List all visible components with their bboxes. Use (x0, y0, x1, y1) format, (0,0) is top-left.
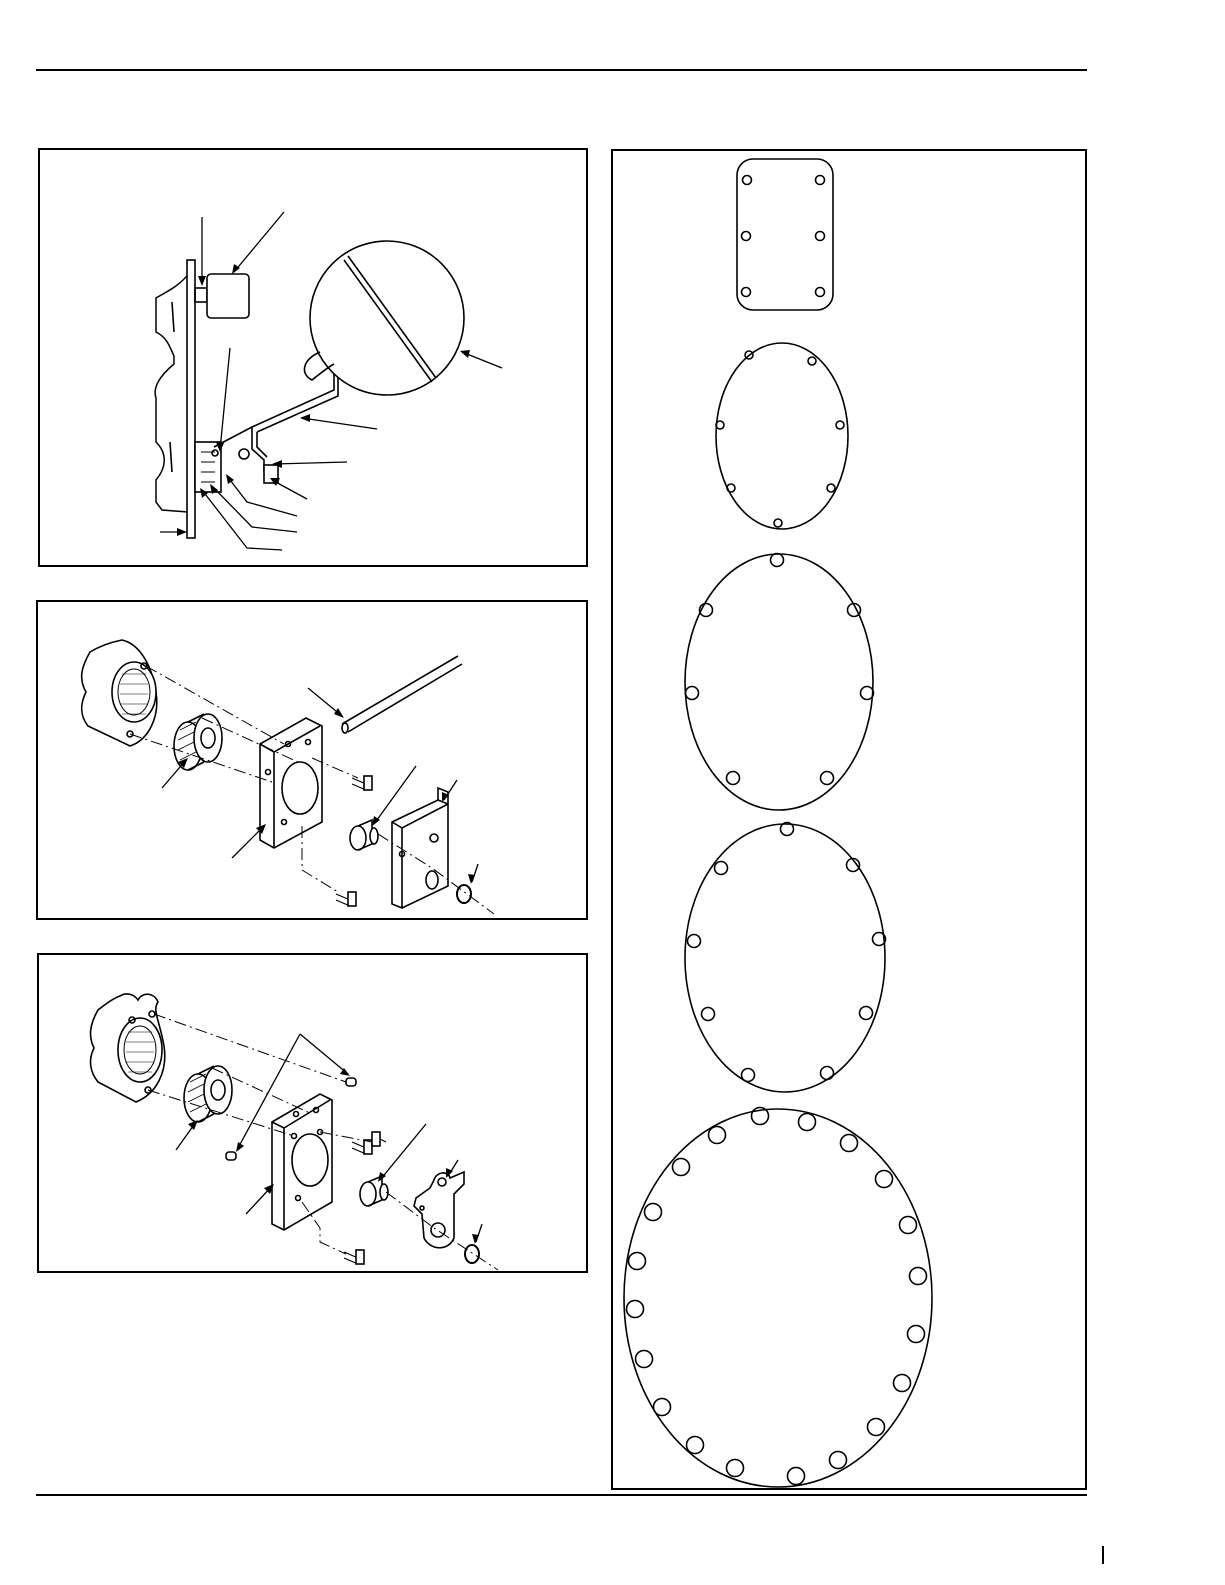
gasket-manhole (624, 1108, 932, 1488)
page-number-tick (1102, 1546, 1104, 1564)
bushing-bracket-exploded-figure-2 (37, 953, 588, 1273)
bushing-bracket-exploded-figure-1 (36, 600, 588, 920)
float-assembly-figure (38, 148, 588, 567)
top-rule (36, 69, 1087, 71)
gasket-oval-small (716, 343, 848, 529)
gaskets-figure (611, 149, 1087, 1490)
gasket-oval-large (685, 823, 886, 1093)
gasket-oval-medium (685, 554, 874, 811)
bottom-rule (36, 1494, 1087, 1496)
gasket-rectangular (737, 159, 833, 310)
